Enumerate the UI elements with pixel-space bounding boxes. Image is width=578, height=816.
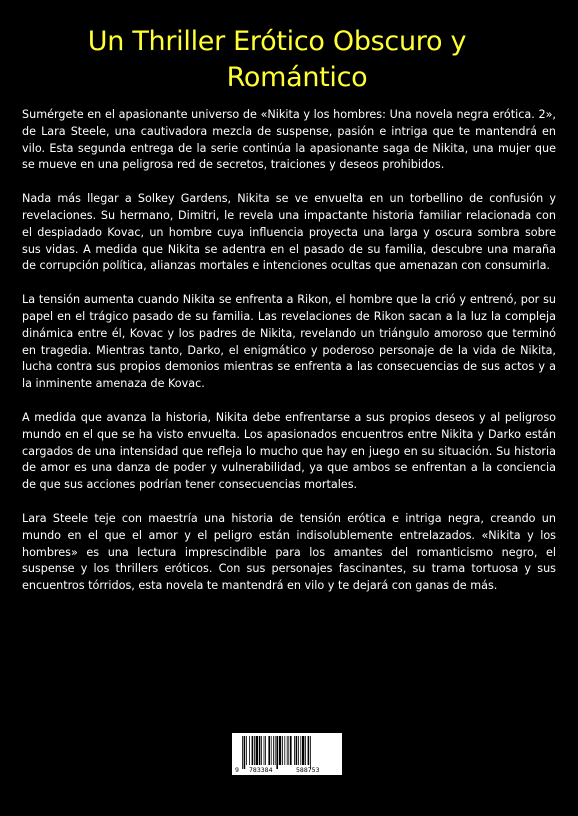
- barcode-bar: [259, 736, 261, 765]
- barcode-bar: [244, 736, 246, 769]
- barcode-bar: [296, 736, 298, 765]
- barcode-bar: [276, 736, 278, 769]
- barcode-bar: [298, 736, 299, 765]
- barcode-bar: [287, 736, 288, 765]
- title-line-2: Romántico: [226, 62, 368, 93]
- barcode-bar: [300, 736, 301, 765]
- blurb-paragraph-5: Lara Steele teje con maestría una historia de tensión erótica e intriga negra, creando un mundo en el que el amor y el peligro están indisolublemente entrelazados. «Nikita y los hombres» es una lectura imprescindible para los amantes del romanticismo negro, el suspense y los thrillers eróticos. Con sus personajes fascinantes, su trama tortuosa y sus encuentros tórridos, esta novela te mantendrá en vilo y te dejará con ganas de más.: [22, 511, 556, 593]
- barcode-bar: [242, 736, 243, 769]
- barcode-bar: [279, 736, 281, 765]
- barcode-bar: [290, 736, 292, 765]
- blurb-paragraph-1: Sumérgete en el apasionante universo de «Nikita y los hombres: Una novela negra erótica. 2», de Lara Steele, una cautivadora mezcla de suspense, pasión e intriga que te mantendrá en vilo. Esta segunda entrega de la serie continúa la apasionante saga de Nikita, una mujer que se mueve en una peligrosa red de secretos, traiciones y deseos prohibidos.: [22, 108, 556, 172]
- barcode-bar: [268, 736, 270, 765]
- barcode-bar: [305, 736, 306, 765]
- barcode-bar: [310, 736, 311, 769]
- barcode-bar: [261, 736, 262, 765]
- barcode-bar: [275, 736, 276, 765]
- barcode-bar: [288, 736, 289, 765]
- barcode-bar: [284, 736, 285, 765]
- barcode-bar: [256, 736, 258, 765]
- barcode-bar: [252, 736, 254, 765]
- barcode-bar: [254, 736, 255, 765]
- barcode-bar: [282, 736, 283, 765]
- barcode-bar: [249, 736, 250, 765]
- book-title: [0, 24, 578, 96]
- barcode-group-left: 783384: [249, 766, 273, 774]
- barcode-bar: [273, 736, 274, 765]
- barcode-bar: [302, 736, 304, 765]
- barcode-bar: [271, 736, 272, 765]
- barcode-bar: [308, 736, 310, 765]
- barcode-digit-first: 9: [235, 766, 239, 774]
- title-line-1: Un Thriller Erótico Obscuro y: [87, 26, 467, 57]
- barcode-group-right: 588753: [296, 766, 320, 774]
- blurb-paragraph-4: A medida que avanza la historia, Nikita debe enfrentarse a sus propios deseos y al peligroso mundo en el que se ha visto envuelta. Los apasionados encuentros entre Nikita y Darko están cargados de una intensidad que refleja lo mucho que hay en juego en su situación. Su historia de amor es una danza de poder y vulnerabilidad, ya que ambos se enfrentan a la conciencia de que sus acciones podrían tener consecuencias mortales.: [22, 410, 556, 492]
- back-cover-blurb: [22, 107, 556, 612]
- blurb-paragraph-2: Nada más llegar a Solkey Gardens, Nikita se ve envuelta en un torbellino de confusión y revelaciones. Su hermano, Dimitri, le revela una impactante historia familiar relacionada con el despiadado Kovac, un hombre cuya influencia proyecta una larga y oscura sombra sobre sus vidas. A medida que Nikita se adentra en el pasado de su familia, descubre una maraña de corrupción política, alianzas mortales e intenciones ocultas que amenazan con consumirla.: [22, 192, 556, 273]
- barcode-bar: [265, 736, 266, 765]
- barcode-bar: [246, 736, 247, 765]
- blurb-paragraph-3: La tensión aumenta cuando Nikita se enfrenta a Rikon, el hombre que la crió y entrenó, por su papel en el trágico pasado de su familia. Las revelaciones de Rikon sacan a la luz la compleja dinámica entre él, Kovac y los padres de Nikita, revelando un triángulo amoroso que terminó en tragedia. Mientras tanto, Darko, el enigmático y poderoso personaje de la vida de Nikita, lucha contra sus propios demonios mientras se enfrenta a las consecuencias de sus actos y a la inminente amenaza de Kovac.: [22, 293, 556, 391]
- isbn-barcode: [232, 733, 342, 775]
- barcode-bar: [264, 736, 265, 765]
- barcode-bar: [294, 736, 295, 765]
